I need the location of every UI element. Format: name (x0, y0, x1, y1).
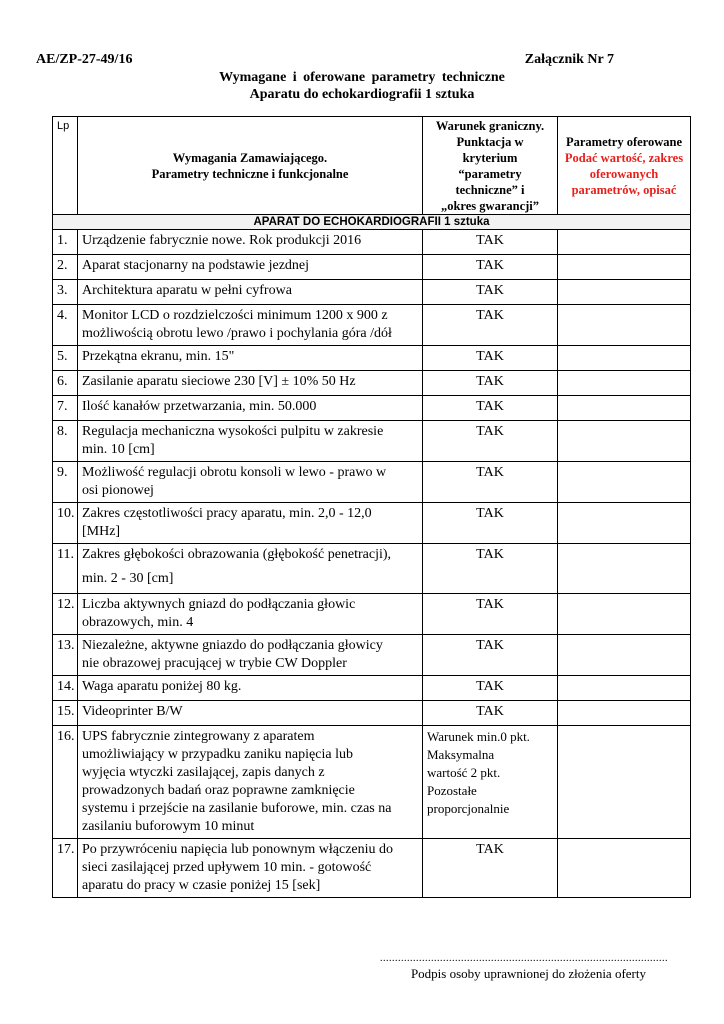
text-line: Aparat stacjonarny na podstawie jezdnej (82, 258, 310, 273)
row-offered-value[interactable] (558, 726, 691, 839)
text-line: aparatu do pracy w czasie poniżej 15 [sek] (82, 878, 321, 893)
row-number: 15. (53, 701, 78, 726)
text-line: TAK (476, 679, 504, 694)
row-condition (423, 594, 558, 635)
table-row (53, 346, 691, 371)
text-line: Przekątna ekranu, min. 15" (82, 349, 235, 364)
text-line: proporcjonalnie (427, 801, 510, 816)
text-line: Wymagania Zamawiającego. (172, 150, 328, 165)
section-title: APARAT DO ECHOKARDIOGRAFII 1 sztuka (53, 215, 691, 230)
table-row (53, 230, 691, 255)
text-line: wyjęcia wtyczki zasilającej, zapis danych z (82, 765, 325, 780)
section-row (53, 215, 691, 230)
text-line: Ilość kanałów przetwarzania, min. 50.000 (82, 399, 317, 414)
row-requirement (78, 371, 423, 396)
row-offered-value[interactable] (558, 462, 691, 503)
text-line: Parametry techniczne i funkcjonalne (151, 166, 349, 181)
row-requirement (78, 635, 423, 676)
text-line: Warunek graniczny. (435, 119, 545, 133)
text-line: Maksymalna (427, 747, 495, 762)
table-row (53, 396, 691, 421)
row-requirement (78, 544, 423, 594)
text-line: TAK (476, 374, 504, 389)
text-line: TAK (476, 258, 504, 273)
row-requirement (78, 230, 423, 255)
text-line: kryterium (462, 151, 518, 165)
text-line: Liczba aktywnych gniazd do podłączania głowic (82, 597, 356, 612)
table-header-row (53, 117, 691, 215)
table-row (53, 594, 691, 635)
row-condition (423, 371, 558, 396)
table-row (53, 676, 691, 701)
text-line: TAK (476, 704, 504, 719)
text-line: “parametry (458, 167, 522, 181)
text-line: Zakres częstotliwości pracy aparatu, min. 2,0 - 12,0 (82, 506, 372, 521)
table-row (53, 462, 691, 503)
table-row (53, 839, 691, 898)
table-row (53, 726, 691, 839)
row-condition (423, 421, 558, 462)
row-number: 11. (53, 544, 78, 594)
text-line: wartość 2 pkt. (427, 765, 501, 780)
row-offered-value[interactable] (558, 255, 691, 280)
row-offered-value[interactable] (558, 594, 691, 635)
row-number: 6. (53, 371, 78, 396)
text-line: TAK (476, 308, 504, 323)
header-condition (423, 117, 558, 215)
text-line: „okres gwarancji” (440, 199, 540, 213)
text-line: Urządzenie fabrycznie nowe. Rok produkcji 2016 (82, 233, 362, 248)
row-offered-value[interactable] (558, 305, 691, 346)
header-lp: Lp (53, 117, 78, 215)
text-line: Videoprinter B/W (82, 704, 183, 719)
text-line: obrazowych, min. 4 (82, 615, 194, 630)
text-line: min. 2 - 30 [cm] (82, 571, 174, 586)
row-condition (423, 230, 558, 255)
row-offered-value[interactable] (558, 371, 691, 396)
text-line: Po przywróceniu napięcia lub ponownym włączeniu do (82, 842, 394, 857)
text-line: TAK (476, 547, 504, 562)
text-line: Niezależne, aktywne gniazdo do podłączania głowicy (82, 638, 383, 653)
text-line: Podać wartość, zakres (564, 150, 684, 165)
text-line: techniczne” i (455, 183, 525, 197)
row-condition (423, 280, 558, 305)
header-offered (558, 117, 691, 215)
row-requirement (78, 346, 423, 371)
row-requirement (78, 421, 423, 462)
text-line: nie obrazowej pracującej w trybie CW Doppler (82, 656, 347, 671)
signature-label: Podpis osoby uprawnionej do złożenia oferty (410, 966, 646, 981)
row-offered-value[interactable] (558, 635, 691, 676)
text-line: TAK (476, 506, 504, 521)
text-line: TAK (476, 349, 504, 364)
row-condition (423, 503, 558, 544)
text-line: Zakres głębokości obrazowania (głębokość penetracji), (82, 547, 392, 562)
row-requirement (78, 701, 423, 726)
text-line: parametrów, opisać (571, 182, 677, 197)
text-line: możliwością obrotu lewo /prawo i pochylania góra /dół (82, 326, 392, 341)
text-line: UPS fabrycznie zintegrowany z aparatem (82, 729, 315, 744)
text-line: TAK (476, 424, 504, 439)
row-requirement (78, 676, 423, 701)
text-line: umożliwiający w przypadku zaniku napięcia lub (82, 747, 353, 762)
table-row (53, 635, 691, 676)
row-offered-value[interactable] (558, 839, 691, 898)
row-offered-value[interactable] (558, 396, 691, 421)
row-requirement (78, 726, 423, 839)
row-condition (423, 305, 558, 346)
row-number: 2. (53, 255, 78, 280)
table-row (53, 280, 691, 305)
text-line: osi pionowej (82, 483, 154, 498)
document-title-line1: Wymagane i oferowane parametry techniczne (219, 70, 505, 85)
text-line: prowadzonych badań oraz poprawne zamknięcie (82, 783, 355, 798)
row-offered-value[interactable] (558, 544, 691, 594)
row-requirement (78, 396, 423, 421)
table-row (53, 544, 691, 594)
text-line: Monitor LCD o rozdzielczości minimum 1200 x 900 z (82, 308, 388, 323)
text-line: [MHz] (82, 524, 121, 539)
text-line: TAK (476, 842, 504, 857)
row-condition (423, 701, 558, 726)
row-number: 9. (53, 462, 78, 503)
text-line: TAK (476, 465, 504, 480)
text-line: TAK (476, 399, 504, 414)
row-offered-value[interactable] (558, 346, 691, 371)
row-number: 7. (53, 396, 78, 421)
table-row (53, 701, 691, 726)
annex-number: Załącznik Nr 7 (524, 52, 614, 67)
row-condition (423, 839, 558, 898)
text-line: Punktacja w (456, 135, 524, 149)
table-row (53, 305, 691, 346)
header-requirements (78, 117, 423, 215)
row-number: 1. (53, 230, 78, 255)
row-number: 12. (53, 594, 78, 635)
row-number: 5. (53, 346, 78, 371)
row-offered-value[interactable] (558, 230, 691, 255)
table-row (53, 503, 691, 544)
row-condition (423, 462, 558, 503)
text-line: Waga aparatu poniżej 80 kg. (82, 679, 242, 694)
table-row (53, 421, 691, 462)
text-line: Pozostałe (427, 783, 477, 798)
row-condition (423, 635, 558, 676)
row-condition (423, 346, 558, 371)
table-row (53, 371, 691, 396)
text-line: sieci zasilającej przed upływem 10 min. - gotowość (82, 860, 372, 875)
row-requirement (78, 462, 423, 503)
document-title-line2: Aparatu do echokardiografii 1 sztuka (249, 87, 475, 102)
text-line: systemu i przejście na zasilanie buforowe, min. czas na (82, 801, 392, 816)
text-line: TAK (476, 638, 504, 653)
text-line: oferowanych (589, 166, 659, 181)
row-number: 4. (53, 305, 78, 346)
row-condition (423, 255, 558, 280)
row-condition (423, 726, 558, 839)
row-requirement (78, 280, 423, 305)
row-condition (423, 676, 558, 701)
row-requirement (78, 839, 423, 898)
text-line: TAK (476, 597, 504, 612)
row-offered-value[interactable] (558, 701, 691, 726)
header-offered-title: Parametry oferowane (565, 134, 683, 149)
parameters-table (52, 116, 691, 898)
row-number: 3. (53, 280, 78, 305)
text-line: zasilaniu buforowym 10 minut (82, 819, 255, 834)
row-requirement (78, 594, 423, 635)
document-reference: AE/ZP-27-49/16 (36, 52, 133, 67)
table-row (53, 255, 691, 280)
row-offered-value[interactable] (558, 421, 691, 462)
text-line: Warunek min.0 pkt. (427, 729, 530, 744)
row-number: 16. (53, 726, 78, 839)
row-number: 17. (53, 839, 78, 898)
row-requirement (78, 255, 423, 280)
row-condition (423, 396, 558, 421)
row-number: 14. (53, 676, 78, 701)
row-offered-value[interactable] (558, 280, 691, 305)
signature-line: ................................................................................................ (380, 953, 668, 964)
text-line: Regulacja mechaniczna wysokości pulpitu w zakresie (82, 424, 384, 439)
text-line: Zasilanie aparatu sieciowe 230 [V] ± 10% 50 Hz (82, 374, 356, 389)
text-line: Architektura aparatu w pełni cyfrowa (82, 283, 292, 298)
row-requirement (78, 503, 423, 544)
text-line: Możliwość regulacji obrotu konsoli w lewo - prawo w (82, 465, 387, 480)
text-line: min. 10 [cm] (82, 442, 155, 457)
row-number: 8. (53, 421, 78, 462)
row-offered-value[interactable] (558, 503, 691, 544)
text-line: TAK (476, 283, 504, 298)
row-condition (423, 544, 558, 594)
row-number: 10. (53, 503, 78, 544)
row-number: 13. (53, 635, 78, 676)
text-line: TAK (476, 233, 504, 248)
row-requirement (78, 305, 423, 346)
row-offered-value[interactable] (558, 676, 691, 701)
header-offered-instructions (558, 150, 690, 198)
